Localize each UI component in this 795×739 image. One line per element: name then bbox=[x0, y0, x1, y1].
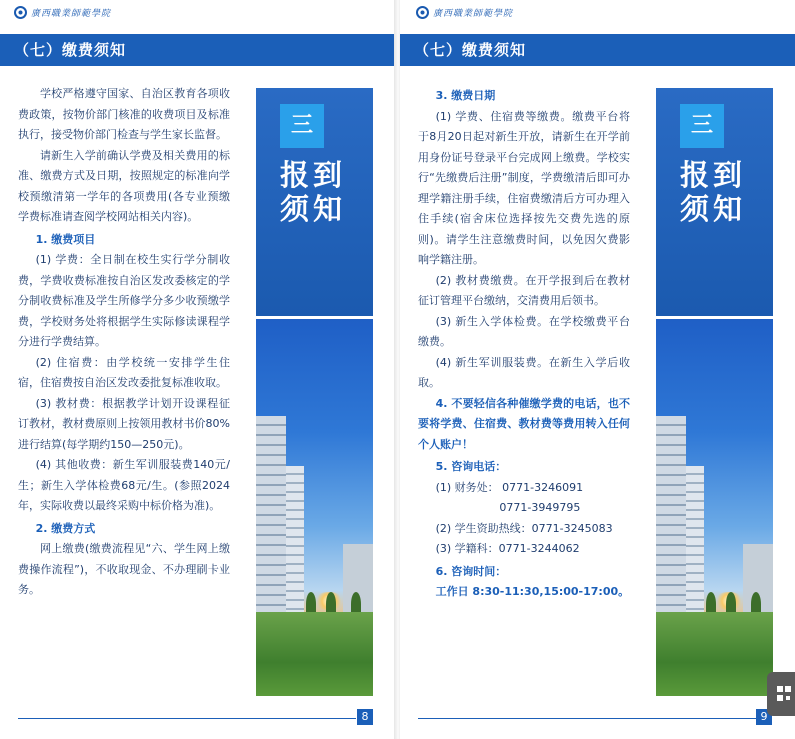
panel-blue-block bbox=[256, 88, 373, 316]
school-emblem-icon bbox=[416, 6, 429, 19]
fee-item: (3) 教材费：根据教学计划开设课程征订教材，教材费原则上按领用教材书价80%进行结算(每学期约150—250元)。 bbox=[18, 396, 230, 451]
chapter-title-line: 报到 bbox=[680, 158, 747, 192]
section-heading: 3. 缴费日期 bbox=[435, 89, 496, 102]
school-logo bbox=[416, 4, 513, 20]
fee-item: (4) 其他收费：新生军训服装费140元/生；新生入学体检费68元/生。(参照2024年，实际收费以最终采购中标价格为准)。 bbox=[18, 458, 230, 512]
lawn bbox=[256, 612, 373, 696]
lawn bbox=[656, 612, 773, 696]
panel-blue-block bbox=[656, 88, 773, 316]
building bbox=[286, 466, 304, 616]
phone-finance: (1) 财务处： 0771-3246091 bbox=[435, 480, 584, 494]
chapter-title-line: 须知 bbox=[280, 192, 347, 226]
section-banner: （七）缴费须知 bbox=[0, 34, 396, 66]
phone-finance-alt: 0771-3949795 bbox=[499, 501, 581, 514]
building bbox=[686, 466, 704, 616]
building bbox=[256, 416, 286, 616]
decorative-panel bbox=[656, 88, 773, 696]
section-heading: 2. 缴费方式 bbox=[35, 521, 96, 535]
section-heading: 5. 咨询电话： bbox=[435, 460, 507, 473]
building bbox=[656, 416, 686, 616]
fee-item: (1) 学费：全日制在校生实行学分制收费，学费收费标准按自治区发改委核定的学分制收费标准及学生所修学分多少收预缴学费，学校财务处将根据学生实际修读课程学分进行学费结算。 bbox=[18, 253, 230, 348]
date-item: (2) 教材费缴费。在开学报到后在教材征订管理平台缴纳，交清费用后领书。 bbox=[418, 273, 630, 307]
page-number: 9 bbox=[756, 709, 772, 725]
phone-registry: (3) 学籍科：0771-3244062 bbox=[435, 542, 580, 555]
chapter-number: 三 bbox=[680, 104, 724, 148]
decorative-panel bbox=[256, 88, 373, 696]
footer-rule bbox=[418, 718, 756, 719]
fee-item: (2) 住宿费：由学校统一安排学生住宿，住宿费按自治区发改委批复标准收取。 bbox=[18, 355, 230, 389]
campus-photo bbox=[256, 319, 373, 696]
chapter-title-line: 报到 bbox=[280, 158, 347, 192]
school-emblem-icon bbox=[14, 6, 27, 19]
chapter-number: 三 bbox=[280, 104, 324, 148]
intro-paragraph: 学校严格遵守国家、自治区教育各项收费政策，按物价部门核准的收费项目及标准执行，接受物价部门检查与学生家长监督。 bbox=[18, 87, 230, 141]
section-banner: （七）缴费须知 bbox=[400, 34, 795, 66]
payment-method-text: 网上缴费(缴费流程见“六、学生网上缴费操作流程”)，不收取现金、不办理刷卡业务。 bbox=[18, 542, 230, 596]
footer-rule bbox=[18, 718, 356, 719]
chapter-title bbox=[280, 158, 370, 226]
school-name: 廣西職業師範學院 bbox=[31, 8, 112, 19]
school-logo bbox=[14, 4, 111, 20]
fraud-warning: 4. 不要轻信各种催缴学费的电话，也不要将学费、住宿费、教材费等费用转入任何个人账户！ bbox=[418, 396, 630, 451]
phone-aid: (2) 学生资助热线：0771-3245083 bbox=[435, 521, 613, 535]
office-hours: 工作日 8:30-11:30,15:00-17:00。 bbox=[435, 585, 630, 598]
page-number: 8 bbox=[357, 709, 373, 725]
right-body-text bbox=[418, 84, 630, 603]
page-left bbox=[0, 0, 396, 739]
chapter-title bbox=[680, 158, 770, 226]
qr-code-icon bbox=[777, 686, 791, 702]
date-item: (1) 学费、住宿费等缴费。缴费平台将于8月20日起对新生开放，请新生在开学前用身份证号登录平台完成网上缴费。学校实行“先缴费后注册”制度，学费缴清后即可办理学籍注册手续，住宿费缴清后方可办理入住手续(宿舍床位选择按先交费先选的原则)。请学生注意缴费时间，以免因欠费影响学籍注册。 bbox=[418, 109, 630, 266]
campus-photo bbox=[656, 319, 773, 696]
chapter-title-line: 须知 bbox=[680, 192, 747, 226]
date-item: (4) 新生军训服装费。在新生入学后收取。 bbox=[418, 355, 630, 389]
qr-code-button[interactable] bbox=[767, 672, 795, 716]
section-heading: 6. 咨询时间： bbox=[435, 564, 507, 578]
intro-paragraph: 请新生入学前确认学费及相关费用的标准、缴费方式及日期，按照规定的标准向学校预缴清第一学年的各项费用(各专业预缴学费标准请查阅学校网站相关内容)。 bbox=[18, 148, 230, 223]
left-body-text bbox=[18, 84, 230, 601]
school-name: 廣西職業師範學院 bbox=[433, 8, 514, 19]
page-right bbox=[400, 0, 795, 739]
date-item: (3) 新生入学体检费。在学校缴费平台缴费。 bbox=[418, 314, 630, 348]
section-heading: 1. 缴费项目 bbox=[35, 232, 96, 246]
